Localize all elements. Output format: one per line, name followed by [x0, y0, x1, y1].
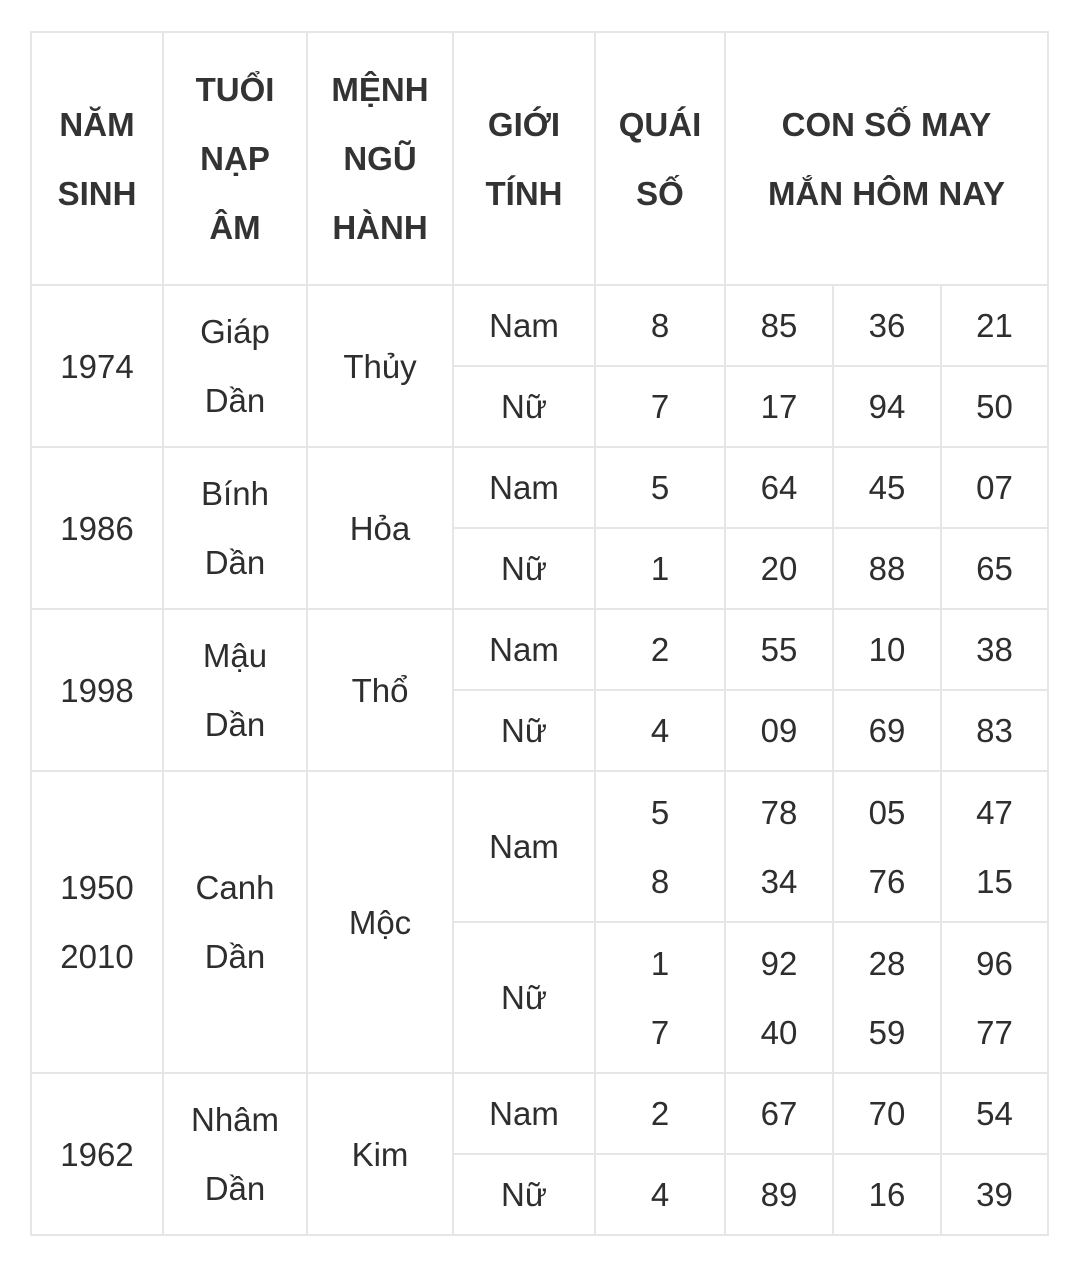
lucky-number-cell: 20: [725, 528, 833, 609]
lucky-number-cell: 39: [941, 1154, 1048, 1235]
lucky-number-cell: 17: [725, 366, 833, 447]
lucky-number-cell: 50: [941, 366, 1048, 447]
lucky-number-cell: 78 34: [725, 771, 833, 922]
table-row: [31, 447, 1048, 528]
lucky-number-cell: 92 40: [725, 922, 833, 1073]
lucky-number-cell: 10: [833, 609, 941, 690]
table-row: [31, 609, 1048, 690]
element-cell: Kim: [307, 1073, 453, 1235]
lucky-number-cell: 16: [833, 1154, 941, 1235]
gender-cell: Nữ: [453, 528, 595, 609]
element-cell: Thổ: [307, 609, 453, 771]
lucky-number-cell: 28 59: [833, 922, 941, 1073]
birth-year-cell: 1998: [31, 609, 163, 771]
element-cell: Thủy: [307, 285, 453, 447]
gender-cell: Nữ: [453, 922, 595, 1073]
nap-am-cell: Canh Dần: [163, 771, 307, 1073]
kua-cell: 1 7: [595, 922, 725, 1073]
lucky-number-cell: 45: [833, 447, 941, 528]
header-row: [31, 32, 1048, 285]
lucky-number-cell: 55: [725, 609, 833, 690]
lucky-number-cell: 67: [725, 1073, 833, 1154]
lucky-number-cell: 70: [833, 1073, 941, 1154]
gender-cell: Nữ: [453, 690, 595, 771]
nap-am-cell: Nhâm Dần: [163, 1073, 307, 1235]
lucky-number-cell: 09: [725, 690, 833, 771]
lucky-number-cell: 38: [941, 609, 1048, 690]
kua-cell: 4: [595, 690, 725, 771]
birth-year-cell: 1974: [31, 285, 163, 447]
gender-cell: Nam: [453, 771, 595, 922]
birth-year-cell: 1950 2010: [31, 771, 163, 1073]
element-cell: Mộc: [307, 771, 453, 1073]
kua-cell: 8: [595, 285, 725, 366]
gender-cell: Nữ: [453, 366, 595, 447]
gender-cell: Nam: [453, 1073, 595, 1154]
lucky-number-cell: 88: [833, 528, 941, 609]
lucky-number-cell: 07: [941, 447, 1048, 528]
lucky-numbers-table: [30, 31, 1049, 1236]
header-element: MỆNH NGŨ HÀNH: [307, 32, 453, 285]
table-row: [31, 1073, 1048, 1154]
kua-cell: 5: [595, 447, 725, 528]
gender-cell: Nam: [453, 447, 595, 528]
lucky-number-cell: 64: [725, 447, 833, 528]
lucky-number-cell: 05 76: [833, 771, 941, 922]
header-gender: GIỚI TÍNH: [453, 32, 595, 285]
header-birth-year: NĂM SINH: [31, 32, 163, 285]
kua-cell: 2: [595, 1073, 725, 1154]
nap-am-cell: Mậu Dần: [163, 609, 307, 771]
header-kua: QUÁI SỐ: [595, 32, 725, 285]
nap-am-cell: Giáp Dần: [163, 285, 307, 447]
lucky-number-cell: 69: [833, 690, 941, 771]
gender-cell: Nam: [453, 609, 595, 690]
birth-year-cell: 1986: [31, 447, 163, 609]
gender-cell: Nữ: [453, 1154, 595, 1235]
header-nap-am: TUỔI NẠP ÂM: [163, 32, 307, 285]
lucky-number-cell: 65: [941, 528, 1048, 609]
kua-cell: 1: [595, 528, 725, 609]
nap-am-cell: Bính Dần: [163, 447, 307, 609]
table-row: [31, 771, 1048, 922]
kua-cell: 5 8: [595, 771, 725, 922]
lucky-number-cell: 94: [833, 366, 941, 447]
kua-cell: 4: [595, 1154, 725, 1235]
lucky-number-cell: 96 77: [941, 922, 1048, 1073]
lucky-number-cell: 21: [941, 285, 1048, 366]
table-row: [31, 285, 1048, 366]
lucky-number-cell: 36: [833, 285, 941, 366]
kua-cell: 2: [595, 609, 725, 690]
lucky-number-cell: 83: [941, 690, 1048, 771]
birth-year-cell: 1962: [31, 1073, 163, 1235]
header-lucky-numbers: CON SỐ MAY MẮN HÔM NAY: [725, 32, 1048, 285]
lucky-number-cell: 54: [941, 1073, 1048, 1154]
gender-cell: Nam: [453, 285, 595, 366]
lucky-number-cell: 85: [725, 285, 833, 366]
kua-cell: 7: [595, 366, 725, 447]
lucky-number-cell: 89: [725, 1154, 833, 1235]
element-cell: Hỏa: [307, 447, 453, 609]
lucky-number-cell: 47 15: [941, 771, 1048, 922]
